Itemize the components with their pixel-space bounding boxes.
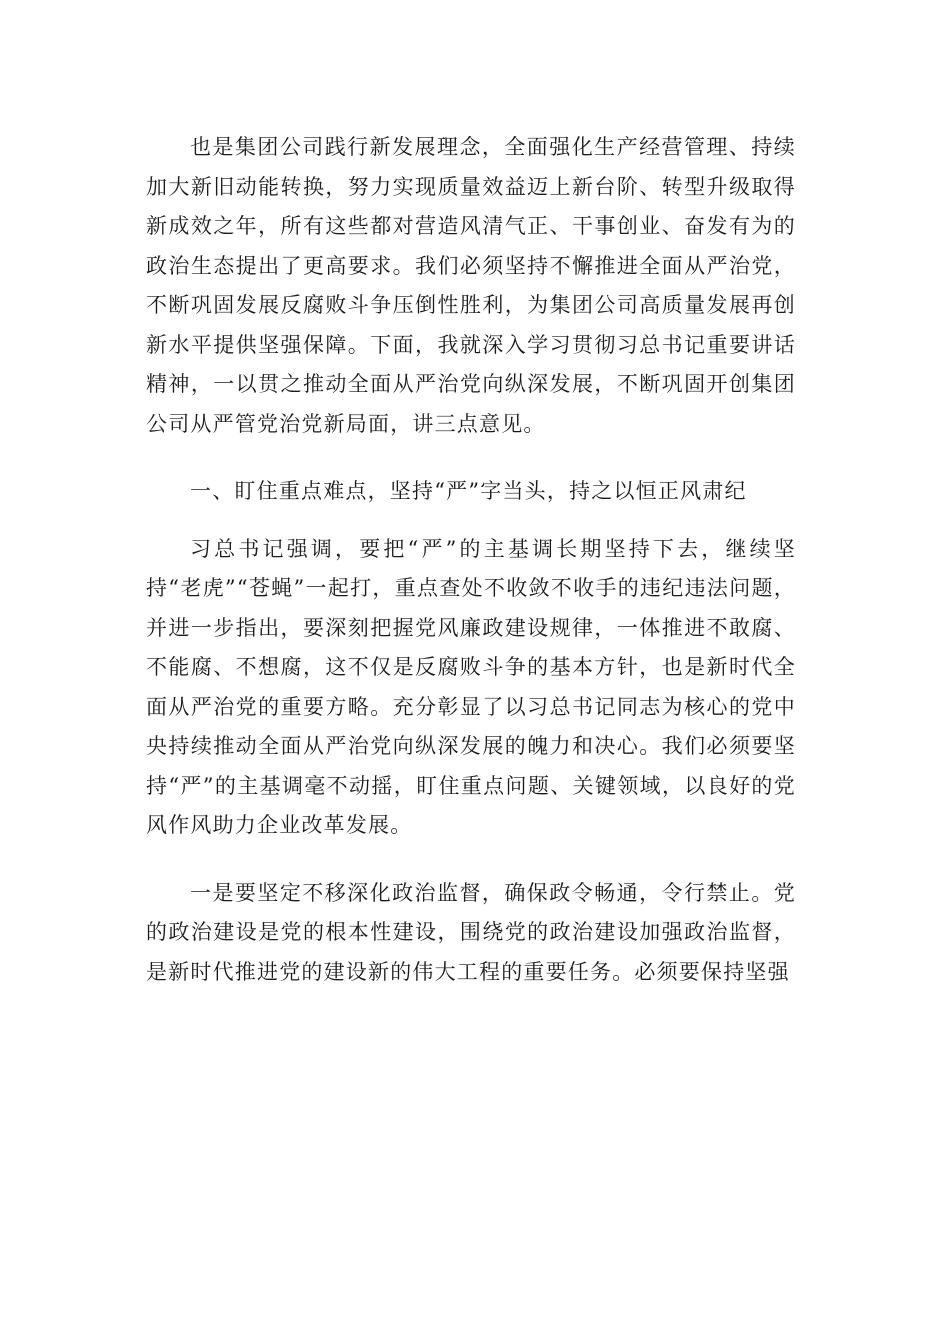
paragraph-intro: 也是集团公司践行新发展理念，全面强化生产经营管理、持续加大新旧动能转换，努力实现质量效益迈上新台阶、转型升级取得新成效之年，所有这些都对营造风清气正、干事创业、奋发有为的政治生态提出了更高要求。我们必须坚持不懈推进全面从严治党，不断巩固发展反腐败斗争压倒性胜利，为集团公司高质量发展再创新水平提供坚强保障。下面，我就深入学习贯彻习总书记重要讲话精神，一以贯之推动全面从严治党向纵深发展，不断巩固开创集团公司从严管党治党新局面，讲三点意见。 bbox=[146, 135, 796, 436]
section-heading-1: 一、盯住重点难点，坚持“严”字当头，持之以恒正风肃纪 bbox=[190, 479, 747, 503]
document-body bbox=[146, 128, 796, 992]
paragraph-section-1: 习总书记强调，要把“严”的主基调长期坚持下去，继续坚持“老虎”“苍蝇”一起打，重点查处不收敛不收手的违纪违法问题，并进一步指出，要深刻把握党风廉政建设规律，一体推进不敢腐、不能腐、不想腐，这不仅是反腐败斗争的基本方针，也是新时代全面从严治党的重要方略。充分彰显了以习总书记同志为核心的党中央持续推动全面从严治党向纵深发展的魄力和决心。我们必须要坚持“严”的主基调毫不动摇，盯住重点问题、关键领域，以良好的党风作风助力企业改革发展。 bbox=[146, 536, 796, 837]
paragraph-point-1: 一是要坚定不移深化政治监督，确保政令畅通，令行禁止。党的政治建设是党的根本性建设，围绕党的政治建设加强政治监督，是新时代推进党的建设新的伟大工程的重要任务。必须要保持坚强 bbox=[146, 880, 796, 984]
